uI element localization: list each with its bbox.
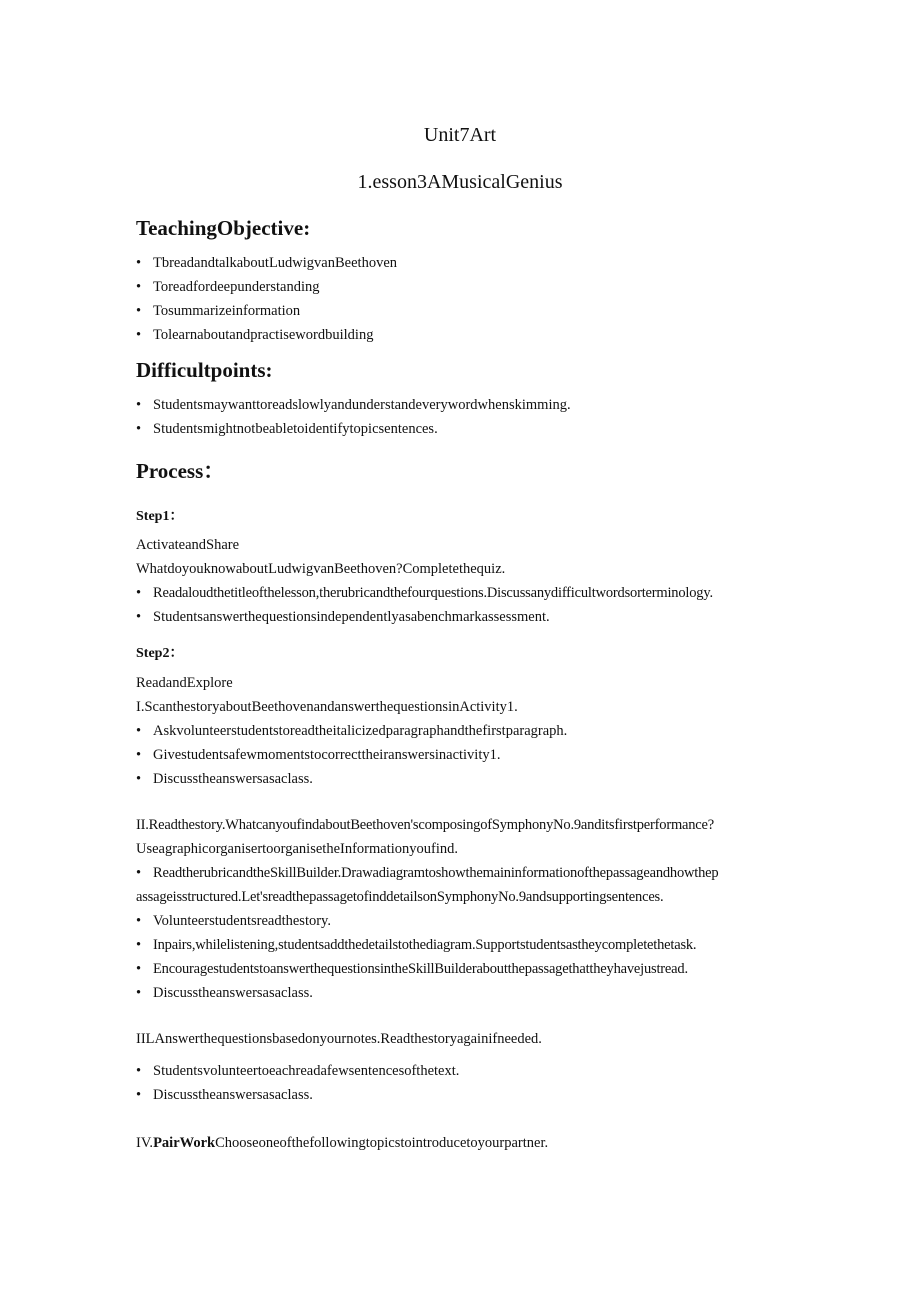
bullet-icon: • (136, 255, 142, 271)
difficult-point-item: • Studentsmightnotbeabletoidentifytopicsentences. (136, 421, 438, 437)
part2-item: • Inpairs,whilelistening,studentsaddthedetailstothediagram.Supportstudentsastheycompletethetask. (136, 937, 697, 953)
bullet-icon: • (136, 913, 142, 929)
part4-instruction: IV.PairWorkChooseoneofthefollowingtopicstointroducetoyourpartner. (136, 1135, 549, 1151)
objective-item: • Toreadfordeepunderstanding (136, 279, 320, 295)
bullet-icon: • (136, 1087, 142, 1103)
part1-item: • Discusstheanswersasaclass. (136, 771, 313, 787)
bullet-icon: • (136, 279, 142, 295)
objective-item: • Tosummarizeinformation (136, 303, 301, 319)
step1-title: ActivateandShare (136, 537, 240, 553)
bullet-icon: • (136, 747, 142, 763)
difficult-point-item: • Studentsmaywanttoreadslowlyandunderstandeverywordwhenskimming. (136, 397, 571, 413)
part2-item: • ReadtherubricandtheSkillBuilder.Drawadiagramtoshowthemaininformationofthepassageandhowthep (136, 865, 719, 881)
step2-label: Step2： (136, 646, 184, 661)
bullet-icon: • (136, 421, 142, 437)
part1-item: • Givestudentsafewmomentstocorrecttheiranswersinactivity1. (136, 747, 501, 763)
bullet-icon: • (136, 303, 142, 319)
bullet-icon: • (136, 865, 141, 881)
part2-instruction: II.Readthestory.WhatcanyoufindaboutBeethoven'scomposingofSymphonyNo.9anditsfirstperformance? (136, 817, 715, 833)
part1-instruction: I.ScanthestoryaboutBeethovenandanswerthequestionsinActivity1. (136, 699, 518, 715)
part2-item: • Volunteerstudentsreadthestory. (136, 913, 331, 929)
step1-label: Step1： (136, 509, 184, 524)
step1-item: • Readaloudthetitleofthelesson,therubricandthefourquestions.Discussanydifficultwordsorterminology. (136, 585, 713, 601)
bullet-icon: • (136, 961, 141, 977)
part3-item: • Studentsvolunteertoeachreadafewsentencesofthetext. (136, 1063, 460, 1079)
part1-item: • Askvolunteerstudentstoreadtheitalicizedparagraphandthefirstparagraph. (136, 723, 568, 739)
bullet-icon: • (136, 771, 142, 787)
process-heading: Process： (136, 459, 225, 483)
step2-title: ReadandExplore (136, 675, 233, 691)
part2-item-cont: assageisstructured.Let'sreadthepassagetofinddetailsonSymphonyNo.9andsupportingsentences. (136, 889, 664, 905)
bullet-icon: • (136, 585, 141, 601)
part2-item: • EncouragestudentstoanswerthequestionsintheSkillBuilderaboutthepassagethattheyhavejustread. (136, 961, 688, 977)
bullet-icon: • (136, 609, 142, 625)
step1-item: • Studentsanswerthequestionsindependentlyasabenchmarkassessment. (136, 609, 550, 625)
document-title: Unit7Art (423, 124, 497, 146)
bullet-icon: • (136, 327, 142, 343)
difficult-points-heading: Difficultpoints: (136, 358, 273, 382)
part2-item: • Discusstheanswersasaclass. (136, 985, 313, 1001)
lesson-subtitle: 1.esson3AMusicalGenius (357, 171, 563, 193)
teaching-objective-heading: TeachingObjective: (136, 216, 311, 240)
bullet-icon: • (136, 397, 142, 413)
step1-question: WhatdoyouknowaboutLudwigvanBeethoven?Completethequiz. (136, 561, 506, 577)
part2-instruction-cont: UseagraphicorganisertoorganisetheInformationyoufind. (136, 841, 458, 857)
part3-instruction: IILAnswerthequestionsbasedonyournotes.Readthestoryagainifneeded. (136, 1031, 542, 1047)
bullet-icon: • (136, 1063, 142, 1079)
bullet-icon: • (136, 937, 141, 953)
bullet-icon: • (136, 985, 142, 1001)
objective-item: • TbreadandtalkaboutLudwigvanBeethoven (136, 255, 398, 271)
bullet-icon: • (136, 723, 142, 739)
objective-item: • Tolearnaboutandpractisewordbuilding (136, 327, 374, 343)
part3-item: • Discusstheanswersasaclass. (136, 1087, 313, 1103)
